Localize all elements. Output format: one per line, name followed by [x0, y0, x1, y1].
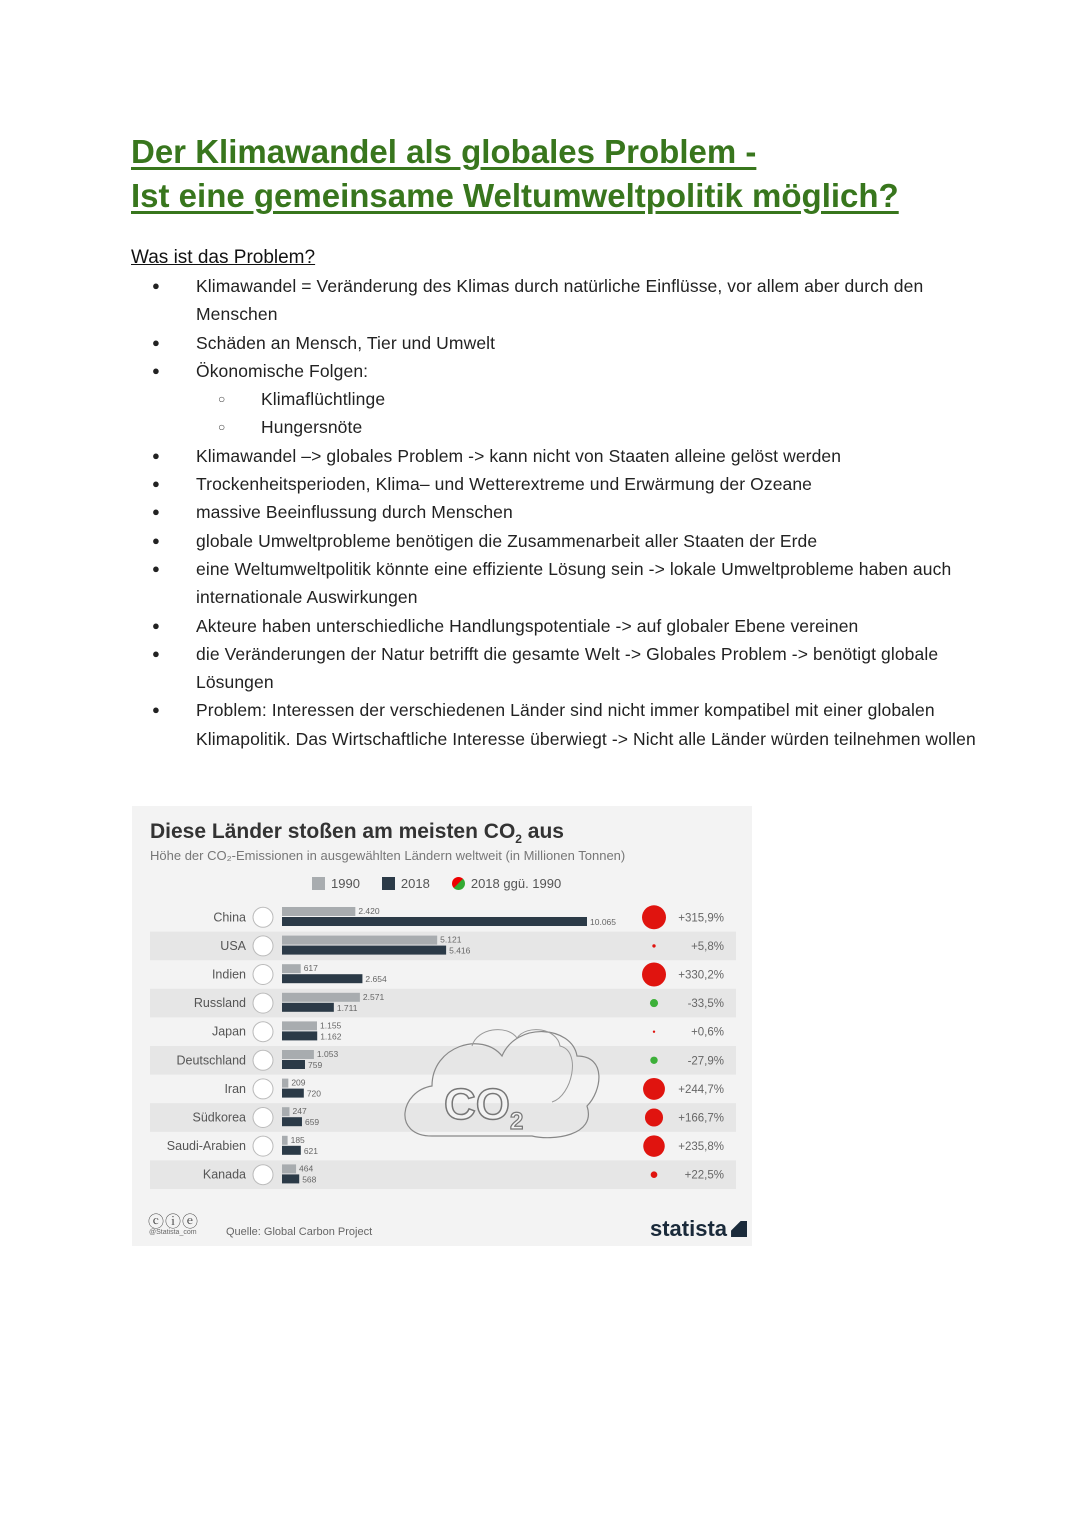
change-circle	[652, 944, 655, 947]
list-item-text: Trockenheitsperioden, Klima– und Wetterextreme und Erwärmung der Ozeane	[196, 474, 813, 495]
list-item-text: globale Umweltprobleme benötigen die Zusammenarbeit aller Staaten der Erde	[196, 530, 818, 551]
data-label-1990: 1.155	[320, 1020, 342, 1031]
bar-2018	[282, 1146, 301, 1155]
change-label: +5,8%	[691, 940, 724, 953]
section-heading: Was ist das Problem?	[131, 247, 316, 268]
bar-1990	[282, 1050, 314, 1059]
category-label: Deutschland	[176, 1053, 246, 1068]
data-label-2018: 5.416	[449, 945, 471, 956]
flag-icon	[253, 1108, 273, 1128]
title-line-1: Der Klimawandel als globales Problem -	[131, 133, 757, 170]
change-label: +22,5%	[684, 1169, 724, 1182]
circle-bullet-icon: ○	[218, 420, 226, 435]
bullet-icon: ●	[152, 532, 160, 548]
category-label: Kanada	[202, 1167, 246, 1182]
data-label-1990: 247	[292, 1106, 307, 1117]
bullet-icon: ●	[152, 504, 160, 520]
page-title	[131, 130, 899, 218]
circle-bullet-icon: ○	[218, 392, 226, 407]
list-item-text: Klimawandel = Veränderung des Klimas durch natürliche Einflüsse, vor allem aber durch den Menschen	[196, 276, 924, 325]
data-label-2018: 1.711	[336, 1002, 358, 1013]
cloud-label: CO	[444, 1080, 510, 1129]
cc-license-icons: ⓒⓘⓔ	[148, 1214, 200, 1231]
bullet-icon: ●	[152, 362, 160, 378]
data-label-1990: 209	[291, 1077, 306, 1088]
chart-source: Quelle: Global Carbon Project	[226, 1226, 373, 1238]
change-circle	[650, 1057, 657, 1064]
data-label-1990: 1.053	[316, 1049, 339, 1059]
category-label: Indien	[211, 967, 246, 982]
flag-icon	[253, 1022, 273, 1042]
change-label: +235,8%	[678, 1141, 724, 1154]
change-circle	[651, 1171, 658, 1178]
change-label: +0,6%	[691, 1026, 724, 1039]
change-label: +244,7%	[678, 1083, 724, 1096]
list-item	[0, 612, 1000, 640]
cloud-label-subscript: 2	[510, 1108, 524, 1135]
list-item	[0, 555, 1000, 612]
flag-icon	[253, 1136, 273, 1156]
list-item	[0, 329, 1000, 357]
statista-wordmark: statista	[650, 1216, 728, 1241]
list-item	[0, 696, 1000, 753]
list-item-text: Klimawandel –> globales Problem -> kann nicht von Staaten alleine gelöst werden	[196, 445, 842, 466]
bar-2018	[282, 1060, 305, 1069]
bar-1990	[282, 993, 360, 1002]
bullet-icon: ●	[152, 334, 160, 350]
bar-1990	[282, 936, 437, 945]
data-label-2018: 10.065	[590, 917, 616, 927]
change-label: +315,9%	[678, 912, 724, 925]
data-label-2018: 2.654	[365, 974, 387, 985]
category-label: Iran	[224, 1081, 246, 1096]
list-item-text: Problem: Interessen der verschiedenen Länder sind nicht immer kompatibel mit einer globalen Klimapolitik. Das Wirtschaftliche Interesse überwiegt -> Nicht alle Länder würden teilnehmen wollen	[196, 700, 976, 749]
bar-1990	[282, 1079, 288, 1088]
flag-icon	[253, 1165, 273, 1185]
change-circle	[650, 999, 658, 1007]
sub-list	[196, 385, 1000, 442]
bullet-icon: ●	[152, 560, 160, 576]
flag-icon	[253, 907, 273, 927]
chart-title-suffix: aus	[521, 820, 564, 843]
category-label: USA	[220, 938, 246, 953]
bar-1990	[282, 1107, 289, 1116]
list-item-text: Akteure haben unterschiedliche Handlungspotentiale -> auf globaler Ebene vereinen	[196, 615, 859, 636]
legend-label-1990: 1990	[331, 876, 360, 891]
statista-handle: @Statista_com	[149, 1229, 197, 1236]
list-item-text: massive Beeinflussung durch Menschen	[196, 502, 513, 523]
bar-1990	[282, 1164, 296, 1173]
statista-mark-icon	[731, 1221, 747, 1237]
sub-list-item-text: Klimaflüchtlinge	[261, 389, 386, 410]
data-label-1990: 5.121	[440, 934, 462, 945]
change-circle	[643, 1078, 665, 1100]
data-label-2018: 621	[303, 1145, 319, 1156]
bar-2018	[282, 974, 362, 983]
bullet-icon: ●	[152, 645, 160, 661]
data-label-1990: 464	[299, 1163, 314, 1174]
chart-marks	[150, 905, 736, 1189]
data-label-1990: 185	[290, 1134, 305, 1145]
bar-1990	[282, 964, 301, 973]
flag-icon	[253, 993, 273, 1013]
data-label-1990: 617	[303, 963, 318, 974]
list-item	[0, 442, 1000, 470]
change-circle	[645, 1108, 663, 1126]
legend-label-2018: 2018	[400, 876, 430, 891]
bullet-icon: ●	[152, 617, 160, 633]
chart-subtitle: Höhe der CO₂-Emissionen in ausgewählten Ländern weltweit (in Millionen Tonnen)	[150, 848, 626, 863]
flag-icon	[253, 1079, 273, 1099]
bar-2018	[282, 1174, 299, 1183]
bar-2018	[282, 1117, 302, 1126]
bar-2018	[282, 946, 446, 955]
data-label-2018: 1.162	[320, 1031, 342, 1042]
change-circle	[642, 905, 666, 929]
data-label-2018: 759	[308, 1060, 323, 1070]
sub-list-item	[196, 413, 1000, 441]
bar-1990	[282, 1021, 317, 1030]
data-label-1990: 2.420	[358, 906, 380, 916]
change-label: +330,2%	[678, 969, 724, 982]
sub-list-item	[196, 385, 1000, 413]
bar-1990	[282, 1136, 288, 1145]
change-label: -33,5%	[687, 998, 724, 1011]
category-label: China	[213, 910, 246, 925]
bullet-list	[0, 272, 1000, 753]
list-item	[0, 527, 1000, 555]
list-item	[0, 272, 1000, 329]
bar-2018	[282, 917, 587, 926]
statista-logo	[650, 1216, 747, 1242]
change-label: +166,7%	[678, 1112, 724, 1125]
bar-2018	[282, 1003, 334, 1012]
chart-title-subscript: 2	[515, 832, 522, 847]
bar-chart	[132, 806, 752, 1206]
list-item	[0, 640, 1000, 697]
flag-icon	[253, 1050, 273, 1070]
co2-infographic	[132, 806, 752, 1246]
data-label-1990: 2.571	[362, 991, 385, 1002]
bar-2018	[282, 1031, 317, 1040]
category-label: Saudi-Arabien	[166, 1139, 246, 1154]
change-circle	[653, 1031, 655, 1033]
data-label-2018: 568	[302, 1174, 317, 1185]
list-item-text: eine Weltumweltpolitik könnte eine effiziente Lösung sein -> lokale Umweltprobleme haben auch internationale Auswirkungen	[196, 558, 952, 608]
category-label: Südkorea	[192, 1110, 246, 1125]
category-label: Russland	[193, 996, 246, 1011]
bullet-icon: ●	[152, 476, 160, 492]
list-item-text: die Veränderungen der Natur betrifft die gesamte Welt -> Globales Problem -> benötigt globale Lösungen	[196, 643, 939, 693]
bullet-icon: ●	[152, 278, 160, 293]
change-circle	[642, 963, 666, 987]
bar-1990	[282, 907, 355, 916]
bullet-icon: ●	[152, 702, 160, 718]
chart-title-text: Diese Länder stoßen am meisten CO	[150, 820, 516, 843]
list-item	[0, 357, 1000, 442]
title-line-2: Ist eine gemeinsame Weltumweltpolitik möglich?	[131, 177, 899, 214]
legend-label-change: 2018 ggü. 1990	[470, 876, 562, 891]
flag-icon	[253, 936, 273, 956]
flag-icon	[253, 965, 273, 985]
change-circle	[643, 1135, 664, 1156]
category-label: Japan	[211, 1024, 246, 1039]
bullet-icon: ●	[152, 447, 160, 463]
bar-2018	[282, 1089, 304, 1098]
data-label-2018: 659	[304, 1117, 320, 1128]
sub-list-item-text: Hungersnöte	[261, 417, 363, 438]
change-label: -27,9%	[687, 1055, 724, 1068]
data-label-2018: 720	[306, 1088, 322, 1099]
list-item	[0, 498, 1000, 526]
list-item-text: Ökonomische Folgen:	[196, 360, 369, 381]
list-item-text: Schäden an Mensch, Tier und Umwelt	[196, 332, 496, 353]
list-item	[0, 470, 1000, 498]
